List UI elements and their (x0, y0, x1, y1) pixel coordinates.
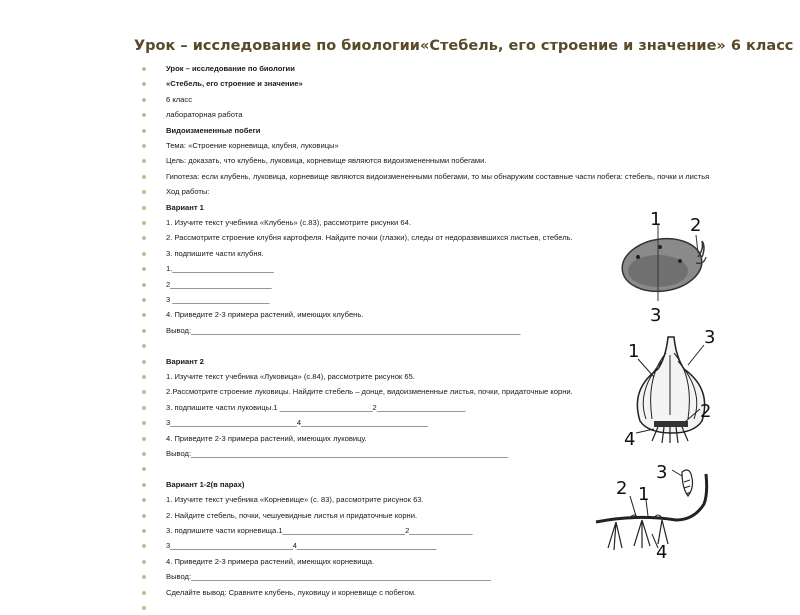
worksheet-line-text: Вариант 2 (166, 356, 204, 366)
rhizome-label-4: 4 (656, 542, 668, 562)
worksheet-line-text: 1. Изучите текст учебника «Корневище» (с. 83), рассмотрите рисунок 63. (166, 495, 424, 505)
tuber-label-3: 3 (650, 305, 662, 325)
worksheet-line-text: Сделайте вывод: Сравните клубень, луковицу и корневище с побегом. (166, 587, 417, 597)
worksheet-line-text: 4. Приведите 2-3 примера растений, имеющих клубень. (166, 310, 364, 320)
worksheet-line-text: 3 _______________________ (166, 295, 270, 304)
worksheet-line-text: Гипотеза: если клубень, луковица, корневище являются видоизмененными побегами, то мы обнаружим составные части побега: стебель, почки и листья (166, 171, 710, 181)
worksheet-line-text: 3. подпишите части луковицы.1 ______________________2_____________________ (166, 402, 466, 412)
rhizome-label-1: 1 (638, 484, 650, 505)
rhizome-label-3: 3 (656, 462, 668, 483)
worksheet-line-text: 4. Приведите 2-3 примера растений, имеющих корневища. (166, 556, 375, 566)
worksheet-line-text: Ход работы: (166, 187, 210, 197)
worksheet-line-text: Вывод:_______________________________________________________________________ (166, 572, 491, 582)
worksheet-line-text: 2. Найдите стебель, почки, чешуевидные листья и придаточные корни. (166, 510, 418, 520)
worksheet-line-text: 6 класс (166, 94, 192, 104)
rhizome-label-2: 2 (616, 478, 628, 499)
worksheet-line-text: Урок – исследование по биологии (166, 64, 295, 73)
worksheet-line-text: Вариант 1-2(в парах) (166, 479, 245, 489)
worksheet-line-text: 2________________________ (166, 279, 272, 289)
tuber-figure (610, 205, 730, 325)
worksheet-line-text: Тема: «Строение корневища, клубня, луковицы» (166, 141, 339, 150)
worksheet-line-text: Видоизмененные побеги (166, 125, 261, 135)
worksheet-line-text: лабораторная работа (166, 110, 243, 120)
bulb-label-4: 4 (624, 429, 636, 450)
worksheet-line-text: 3______________________________4______________________________ (166, 418, 428, 428)
worksheet-line-text: Вариант 1 (166, 202, 204, 212)
worksheet-line-text: «Стебель, его строение и значение» (166, 79, 303, 89)
rhizome-figure (590, 462, 765, 562)
worksheet-line-text: 3_____________________________4_________________________________ (166, 541, 437, 551)
worksheet-line-text: 1. Изучите текст учебника «Клубень» (с.83), рассмотрите рисунки 64. (166, 218, 411, 227)
page-title: Урок – исследование по биологии«Стебель, его строение и значение» 6 класс (134, 38, 794, 54)
worksheet-line-text: 3. подпишите части клубня. (166, 248, 264, 258)
worksheet-line-text: 2. Рассмотрите строение клубня картофеля. Найдите почки (глазки), следы от недоразвившихся листьев, стебель. (166, 233, 573, 243)
worksheet-line-text: 4. Приведите 2-3 примера растений, имеющих луковицу. (166, 433, 367, 443)
bulb-label-1: 1 (628, 341, 640, 362)
worksheet-line-text: 1.________________________ (166, 264, 274, 274)
tuber-label-2: 2 (690, 215, 702, 236)
bulb-label-3: 3 (704, 327, 716, 348)
worksheet-line-text: Цель: доказать, что клубень, луковица, корневище являются видоизмененными побегами. (166, 156, 487, 166)
worksheet-line-text: 3. подпишите части корневища.1_____________________________2_______________ (166, 526, 473, 535)
tuber-label-1: 1 (650, 209, 662, 230)
bulb-figure (618, 325, 738, 450)
worksheet-line-text: 2.Рассмотрите строение луковицы. Найдите стебель – донце, видоизмененные листья, почки, придаточные корни. (166, 387, 573, 397)
worksheet-line-text: Вывод:___________________________________________________________________________ (166, 449, 508, 458)
worksheet-line-text: Вывод:______________________________________________________________________________ (166, 325, 521, 335)
worksheet-line-text: 1. Изучите текст учебника «Луковица» (с.84), рассмотрите рисунок 65. (166, 372, 415, 381)
bulb-label-2: 2 (700, 401, 712, 422)
